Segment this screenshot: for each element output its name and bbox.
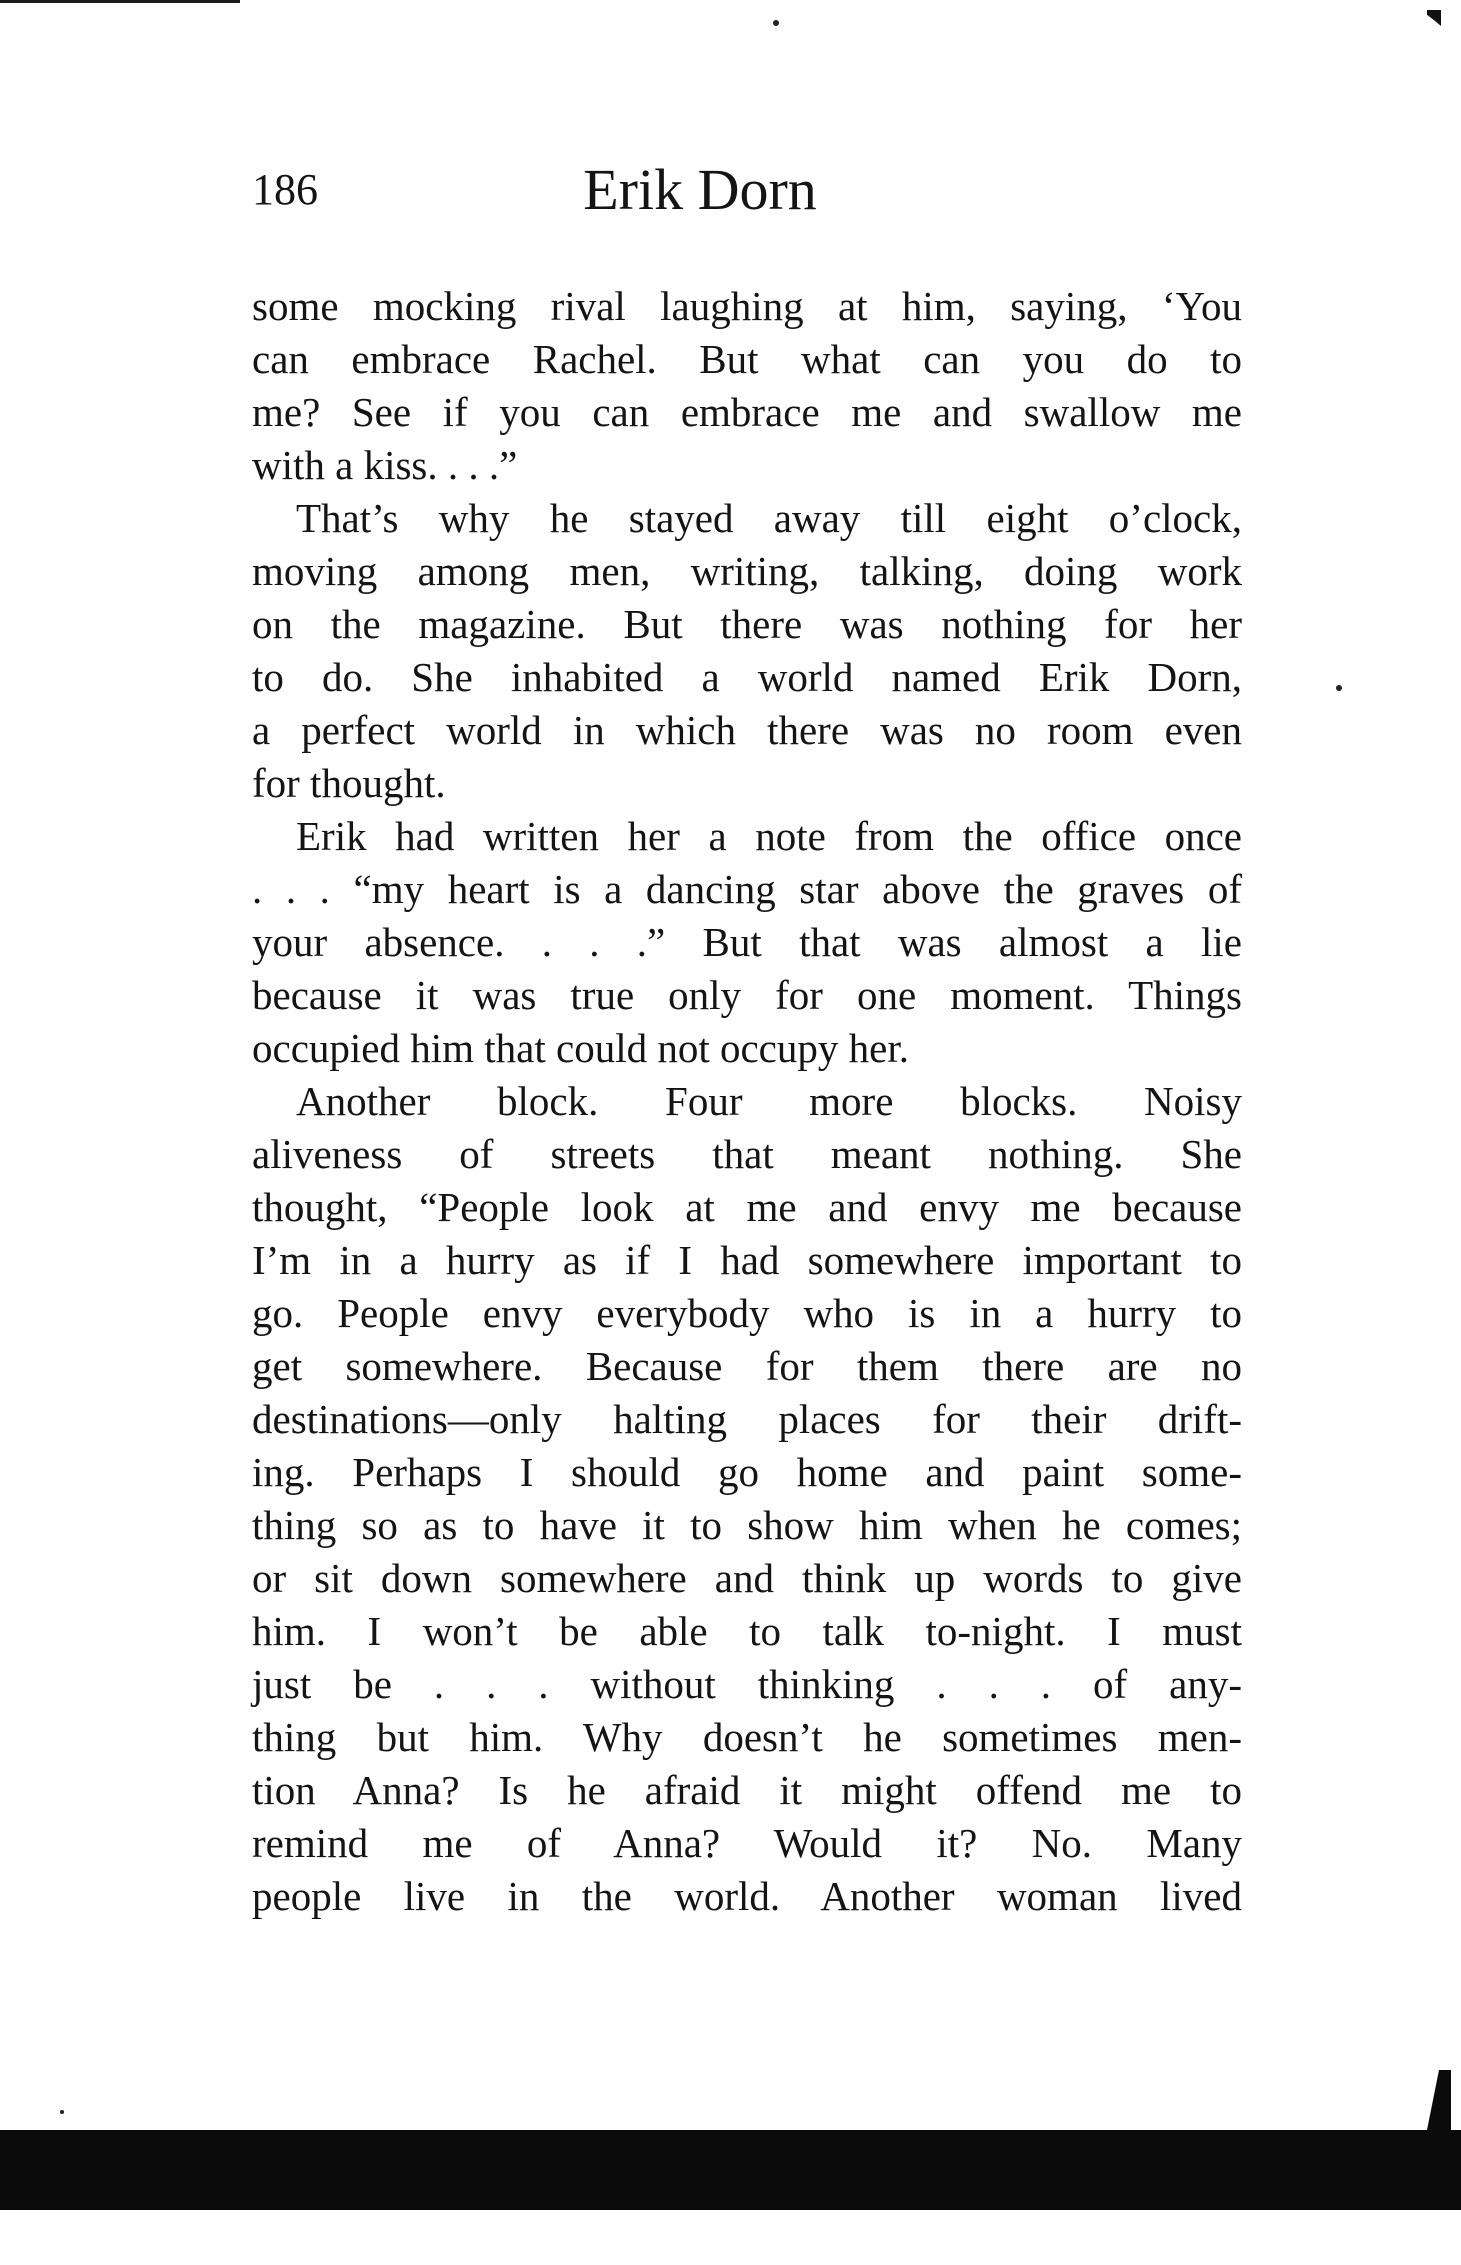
text-line: Erik had written her a note from the office once [296, 813, 1242, 859]
text-line: can embrace Rachel. But what can you do to [252, 336, 1242, 382]
text-line: moving among men, writing, talking, doing work [252, 548, 1242, 594]
text-line: thought, “People look at me and envy me because [252, 1184, 1242, 1230]
text-line: I’m in a hurry as if I had somewhere important to [252, 1237, 1242, 1283]
text-line: with a kiss. . . .” [252, 442, 518, 488]
text-line: destinations—only halting places for their drift- [252, 1396, 1242, 1442]
text-line: Another block. Four more blocks. Noisy [296, 1078, 1242, 1124]
text-line: your absence. . . .” But that was almost a lie [252, 919, 1242, 965]
text-line: or sit down somewhere and think up words to give [252, 1555, 1242, 1601]
text-line: a perfect world in which there was no room even [252, 707, 1242, 753]
bottom-scan-border [0, 2130, 1461, 2210]
text-line: get somewhere. Because for them there are no [252, 1343, 1242, 1389]
text-line: remind me of Anna? Would it? No. Many [252, 1820, 1242, 1866]
text-line: to do. She inhabited a world named Erik Dorn, [252, 654, 1242, 700]
text-line: people live in the world. Another woman lived [252, 1873, 1242, 1919]
text-line: because it was true only for one moment. Things [252, 972, 1242, 1018]
text-line: for thought. [252, 760, 446, 806]
page-number: 186 [252, 165, 318, 214]
text-line: me? See if you can embrace me and swallow me [252, 389, 1242, 435]
text-line: ing. Perhaps I should go home and paint some- [252, 1449, 1242, 1495]
text-line: thing but him. Why doesn’t he sometimes men- [252, 1714, 1242, 1760]
text-line: occupied him that could not occupy her. [252, 1025, 909, 1071]
text-line: him. I won’t be able to talk to-night. I must [252, 1608, 1242, 1654]
page-header [0, 150, 1461, 230]
ink-speck [773, 20, 779, 26]
ink-speck [1336, 685, 1342, 691]
text-line: That’s why he stayed away till eight o’clock, [296, 495, 1242, 541]
text-line: thing so as to have it to show him when he comes; [252, 1502, 1242, 1548]
text-line: . . . “my heart is a dancing star above the graves of [252, 866, 1242, 912]
text-line: tion Anna? Is he afraid it might offend me to [252, 1767, 1242, 1813]
text-line: go. People envy everybody who is in a hurry to [252, 1290, 1242, 1336]
text-line: aliveness of streets that meant nothing. She [252, 1131, 1242, 1177]
text-line: on the magazine. But there was nothing for her [252, 601, 1242, 647]
corner-mark [1427, 10, 1441, 26]
running-title: Erik Dorn [583, 157, 817, 222]
text-line: just be . . . without thinking . . . of any- [252, 1661, 1242, 1707]
top-rule [0, 0, 240, 3]
bottom-scan-border-edge [1421, 2070, 1451, 2160]
ink-speck [60, 2110, 64, 2114]
text-line: some mocking rival laughing at him, saying, ‘You [252, 283, 1242, 329]
body-text [252, 280, 1242, 1923]
